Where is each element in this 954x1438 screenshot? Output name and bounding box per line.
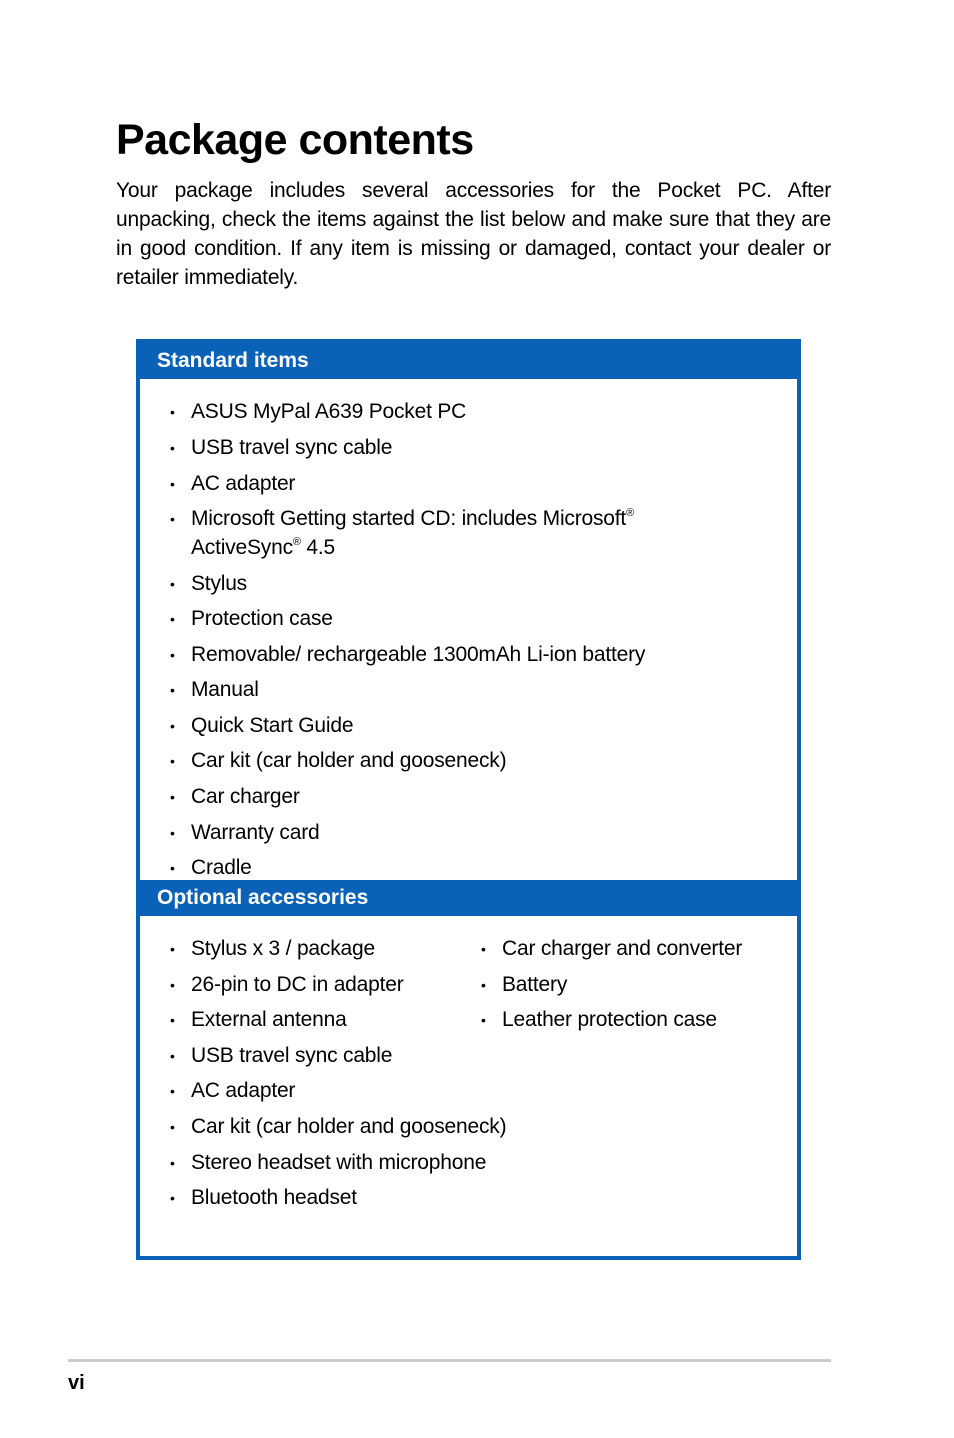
registered-mark: ®: [626, 507, 634, 519]
bullet-icon: •: [170, 1048, 175, 1064]
bullet-icon: •: [170, 941, 175, 957]
bullet-icon: •: [170, 511, 175, 527]
page-title: Package contents: [116, 116, 474, 164]
bullet-icon: •: [170, 440, 175, 456]
list-item: • Microsoft Getting started CD: includes Microsoft®: [170, 507, 634, 530]
bullet-icon: •: [481, 1012, 486, 1028]
bullet-icon: •: [170, 576, 175, 592]
bullet-icon: •: [170, 404, 175, 420]
list-item-continuation: ActiveSync® 4.5: [191, 536, 336, 559]
bullet-icon: •: [170, 1083, 175, 1099]
footer-divider: [68, 1359, 831, 1362]
list-item: • AC adapter: [170, 472, 296, 495]
list-item: • USB travel sync cable: [170, 1044, 393, 1067]
bullet-icon: •: [170, 718, 175, 734]
bullet-icon: •: [170, 1012, 175, 1028]
bullet-icon: •: [170, 753, 175, 769]
registered-mark: ®: [292, 536, 301, 548]
page-number: vi: [68, 1372, 85, 1394]
list-item: • 26-pin to DC in adapter: [170, 973, 404, 996]
list-item: • Battery: [481, 973, 568, 996]
list-item: • Car kit (car holder and gooseneck): [170, 749, 507, 772]
list-item: • Stereo headset with microphone: [170, 1151, 487, 1174]
bullet-icon: •: [170, 860, 175, 876]
bullet-icon: •: [170, 476, 175, 492]
bullet-icon: •: [170, 1190, 175, 1206]
optional-accessories-header: Optional accessories: [140, 880, 797, 916]
bullet-icon: •: [481, 977, 486, 993]
list-item: • Removable/ rechargeable 1300mAh Li-ion battery: [170, 643, 646, 666]
list-item: • USB travel sync cable: [170, 436, 393, 459]
bullet-icon: •: [170, 1119, 175, 1135]
intro-paragraph: Your package includes several accessories for the Pocket PC. After unpacking, check the items against the list below and make sure that they are in good condition. If any item is missing or damaged, contact your dealer or retailer immediately.: [116, 179, 831, 289]
list-item: • Car charger: [170, 785, 300, 808]
list-item: • Stylus: [170, 572, 247, 595]
list-item: • ASUS MyPal A639 Pocket PC: [170, 400, 467, 423]
bullet-icon: •: [170, 1155, 175, 1171]
list-item: • Stylus x 3 / package: [170, 937, 375, 960]
list-item: • Leather protection case: [481, 1008, 717, 1031]
standard-items-header: Standard items: [140, 343, 797, 379]
list-item: • AC adapter: [170, 1079, 296, 1102]
bullet-icon: •: [481, 941, 486, 957]
list-item: • Bluetooth headset: [170, 1186, 357, 1209]
list-item: • Manual: [170, 678, 259, 701]
list-item: • Car charger and converter: [481, 937, 743, 960]
list-item: • Protection case: [170, 607, 333, 630]
list-item: • Car kit (car holder and gooseneck): [170, 1115, 507, 1138]
bullet-icon: •: [170, 789, 175, 805]
list-item: • Warranty card: [170, 821, 320, 844]
bullet-icon: •: [170, 647, 175, 663]
list-item: • External antenna: [170, 1008, 347, 1031]
list-item: • Quick Start Guide: [170, 714, 354, 737]
bullet-icon: •: [170, 825, 175, 841]
bullet-icon: •: [170, 682, 175, 698]
package-contents-box: [136, 339, 801, 1260]
bullet-icon: •: [170, 977, 175, 993]
bullet-icon: •: [170, 611, 175, 627]
list-item: • Cradle: [170, 856, 252, 879]
